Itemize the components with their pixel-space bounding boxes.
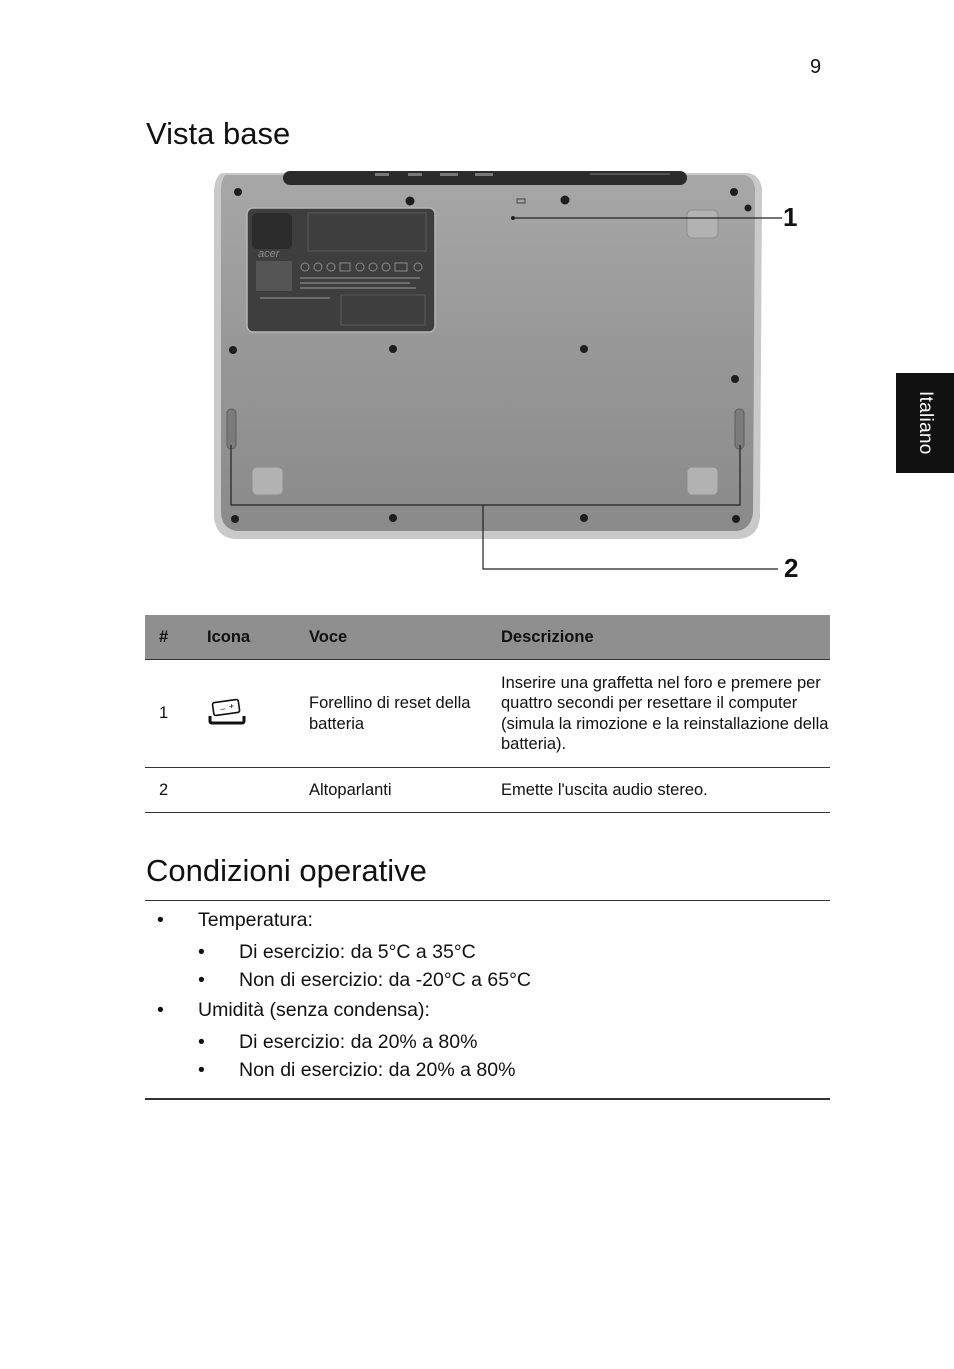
row-icon-cell (193, 768, 295, 813)
callout-2: 2 (784, 553, 799, 583)
header-voce: Voce (295, 615, 487, 660)
acer-logo: acer (258, 248, 280, 260)
row-number: 1 (145, 660, 193, 768)
row-voce: Forellino di reset della batteria (295, 660, 487, 768)
speaker-left (227, 409, 236, 449)
list-item-label: Di esercizio: da 5°C a 35°C (239, 941, 476, 963)
list-item-label: Di esercizio: da 20% a 80% (239, 1031, 478, 1053)
language-tab-label: Italiano (915, 391, 936, 455)
list-item-label: Temperatura: (198, 909, 313, 931)
bullet: • (198, 969, 205, 991)
page-number: 9 (810, 56, 822, 78)
bullet: • (198, 941, 205, 963)
section-divider-top (145, 900, 830, 901)
bullet: • (198, 1031, 205, 1053)
list-item-label: Umidità (senza condensa): (198, 999, 430, 1021)
language-tab (896, 373, 954, 473)
header-icon: Icona (193, 615, 295, 660)
speaker-right (735, 409, 744, 449)
table-row (145, 660, 830, 768)
header-number: # (145, 615, 193, 660)
callout-1: 1 (783, 202, 798, 232)
battery-reset-icon (207, 696, 247, 726)
table-header-row (145, 615, 830, 660)
bullet: • (198, 1059, 205, 1081)
svg-text:–: – (219, 702, 226, 714)
svg-text:+: + (228, 700, 235, 712)
row-number: 2 (145, 768, 193, 813)
row-descrizione: Inserire una graffetta nel foro e premere per quattro secondi per resettare il computer (simula la rimozione e la reinstallazione della batteria). (487, 660, 830, 768)
row-voce: Altoparlanti (295, 768, 487, 813)
section-title-vista-base: Vista base (146, 116, 291, 151)
section-title-condizioni: Condizioni operative (146, 853, 427, 888)
bullet: • (157, 999, 164, 1021)
header-descrizione: Descrizione (487, 615, 830, 660)
row-descrizione: Emette l'uscita audio stereo. (487, 768, 830, 813)
list-item-label: Non di esercizio: da 20% a 80% (239, 1059, 516, 1081)
components-table (145, 615, 830, 813)
list-item-label: Non di esercizio: da -20°C a 65°C (239, 969, 531, 991)
section-divider-bottom (145, 1098, 830, 1100)
table-row (145, 768, 830, 813)
laptop-bottom-figure (200, 165, 820, 585)
bullet: • (157, 909, 164, 931)
row-icon-cell (193, 660, 295, 768)
laptop-bottom-illustration (200, 165, 820, 585)
battery-reset-hole (511, 216, 515, 220)
